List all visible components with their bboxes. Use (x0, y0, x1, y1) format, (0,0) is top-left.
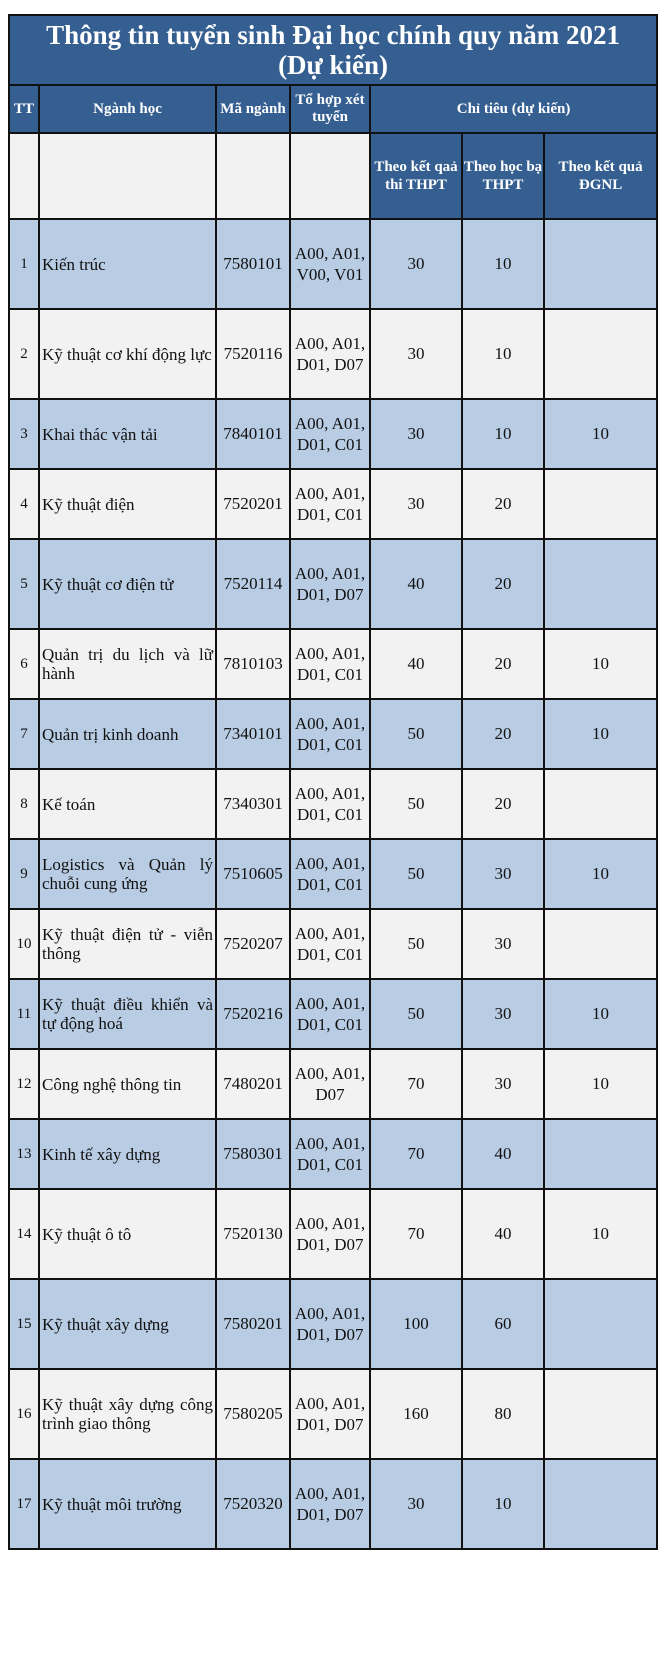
row-combo: A00, A01, D01, C01 (290, 629, 370, 699)
row-dgnl (544, 1459, 657, 1549)
table-row (9, 1049, 657, 1119)
row-dgnl (544, 1279, 657, 1369)
row-tt: 12 (9, 1049, 39, 1119)
row-name: Kỹ thuật điện tử - viễn thông (39, 909, 216, 979)
table-row (9, 979, 657, 1049)
table-row (9, 1279, 657, 1369)
row-tt: 11 (9, 979, 39, 1049)
table-row (9, 399, 657, 469)
row-code: 7520116 (216, 309, 290, 399)
subheader-thpt: Theo kết qaả thi THPT (370, 133, 462, 219)
row-thpt: 50 (370, 699, 462, 769)
row-dgnl: 10 (544, 1189, 657, 1279)
subheader-blank-tt (9, 133, 39, 219)
header-chi-tieu: Chỉ tiêu (dự kiến) (370, 85, 657, 133)
row-hoc-ba: 20 (462, 629, 544, 699)
row-thpt: 50 (370, 909, 462, 979)
row-name: Kỹ thuật cơ khí động lực (39, 309, 216, 399)
table-row (9, 219, 657, 309)
row-dgnl: 10 (544, 1049, 657, 1119)
row-hoc-ba: 30 (462, 979, 544, 1049)
row-name: Kỹ thuật môi trường (39, 1459, 216, 1549)
header-to-hop: Tổ hợp xét tuyển (290, 85, 370, 133)
row-hoc-ba: 40 (462, 1189, 544, 1279)
row-name: Kỹ thuật xây dựng (39, 1279, 216, 1369)
row-code: 7340101 (216, 699, 290, 769)
table-title-line2: (Dự kiến) (278, 50, 389, 80)
row-code: 7520207 (216, 909, 290, 979)
row-dgnl: 10 (544, 399, 657, 469)
row-dgnl (544, 1369, 657, 1459)
row-thpt: 70 (370, 1049, 462, 1119)
row-tt: 14 (9, 1189, 39, 1279)
table-row (9, 909, 657, 979)
table-row (9, 1189, 657, 1279)
row-hoc-ba: 20 (462, 469, 544, 539)
row-combo: A00, A01, D01, C01 (290, 839, 370, 909)
row-thpt: 30 (370, 399, 462, 469)
row-thpt: 40 (370, 629, 462, 699)
subheader-hoc-ba: Theo học bạ THPT (462, 133, 544, 219)
row-name: Kỹ thuật điều khiển và tự động hoá (39, 979, 216, 1049)
row-tt: 8 (9, 769, 39, 839)
row-combo: A00, A01, D01, D07 (290, 539, 370, 629)
row-tt: 5 (9, 539, 39, 629)
row-thpt: 50 (370, 839, 462, 909)
table-row (9, 469, 657, 539)
row-tt: 17 (9, 1459, 39, 1549)
row-combo: A00, A01, D01, D07 (290, 1369, 370, 1459)
row-tt: 10 (9, 909, 39, 979)
row-code: 7580201 (216, 1279, 290, 1369)
row-combo: A00, A01, D01, C01 (290, 769, 370, 839)
table-row (9, 309, 657, 399)
admissions-table (8, 14, 658, 1550)
row-dgnl (544, 469, 657, 539)
row-combo: A00, A01, D01, D07 (290, 1189, 370, 1279)
row-name: Quản trị kinh doanh (39, 699, 216, 769)
row-code: 7520320 (216, 1459, 290, 1549)
row-combo: A00, A01, D01, C01 (290, 399, 370, 469)
row-hoc-ba: 30 (462, 909, 544, 979)
row-code: 7580205 (216, 1369, 290, 1459)
row-dgnl (544, 309, 657, 399)
row-name: Công nghệ thông tin (39, 1049, 216, 1119)
table-title-line1: Thông tin tuyển sinh Đại học chính quy năm 2021 (46, 20, 620, 50)
table-row (9, 699, 657, 769)
row-thpt: 70 (370, 1119, 462, 1189)
row-dgnl (544, 219, 657, 309)
row-combo: A00, A01, D01, C01 (290, 1119, 370, 1189)
row-thpt: 50 (370, 979, 462, 1049)
row-thpt: 40 (370, 539, 462, 629)
row-name: Kỹ thuật cơ điện tử (39, 539, 216, 629)
row-combo: A00, A01, D01, C01 (290, 979, 370, 1049)
row-dgnl: 10 (544, 839, 657, 909)
row-code: 7580101 (216, 219, 290, 309)
row-hoc-ba: 30 (462, 1049, 544, 1119)
row-name: Kế toán (39, 769, 216, 839)
row-hoc-ba: 30 (462, 839, 544, 909)
row-code: 7520201 (216, 469, 290, 539)
table-row (9, 1459, 657, 1549)
row-thpt: 160 (370, 1369, 462, 1459)
row-dgnl (544, 539, 657, 629)
row-dgnl (544, 769, 657, 839)
row-combo: A00, A01, V00, V01 (290, 219, 370, 309)
header-tt: TT (9, 85, 39, 133)
row-name: Logistics và Quản lý chuỗi cung ứng (39, 839, 216, 909)
row-name: Quản trị du lịch và lữ hành (39, 629, 216, 699)
row-tt: 13 (9, 1119, 39, 1189)
row-thpt: 50 (370, 769, 462, 839)
row-thpt: 30 (370, 219, 462, 309)
table-body (9, 219, 657, 1549)
row-combo: A00, A01, D07 (290, 1049, 370, 1119)
row-dgnl (544, 1119, 657, 1189)
subheader-row (9, 133, 657, 219)
header-nganh-hoc: Ngành học (39, 85, 216, 133)
row-name: Kỹ thuật điện (39, 469, 216, 539)
row-code: 7840101 (216, 399, 290, 469)
row-code: 7810103 (216, 629, 290, 699)
row-combo: A00, A01, D01, D07 (290, 309, 370, 399)
row-thpt: 100 (370, 1279, 462, 1369)
row-tt: 1 (9, 219, 39, 309)
row-thpt: 30 (370, 1459, 462, 1549)
admissions-table-container (8, 14, 656, 1550)
row-dgnl: 10 (544, 629, 657, 699)
row-tt: 2 (9, 309, 39, 399)
row-code: 7340301 (216, 769, 290, 839)
row-code: 7580301 (216, 1119, 290, 1189)
row-tt: 6 (9, 629, 39, 699)
row-hoc-ba: 80 (462, 1369, 544, 1459)
row-dgnl: 10 (544, 699, 657, 769)
table-row (9, 539, 657, 629)
row-thpt: 30 (370, 309, 462, 399)
table-row (9, 629, 657, 699)
table-row (9, 839, 657, 909)
row-dgnl (544, 909, 657, 979)
row-code: 7520114 (216, 539, 290, 629)
row-code: 7520216 (216, 979, 290, 1049)
row-thpt: 70 (370, 1189, 462, 1279)
row-hoc-ba: 20 (462, 699, 544, 769)
row-hoc-ba: 10 (462, 309, 544, 399)
row-tt: 7 (9, 699, 39, 769)
row-combo: A00, A01, D01, C01 (290, 909, 370, 979)
header-ma-nganh: Mã ngành (216, 85, 290, 133)
row-name: Kỹ thuật ô tô (39, 1189, 216, 1279)
subheader-blank-combo (290, 133, 370, 219)
row-code: 7510605 (216, 839, 290, 909)
row-name: Kiến trúc (39, 219, 216, 309)
title-row (9, 15, 657, 85)
subheader-blank-name (39, 133, 216, 219)
row-combo: A00, A01, D01, C01 (290, 699, 370, 769)
header-row (9, 85, 657, 133)
row-name: Khai thác vận tải (39, 399, 216, 469)
row-combo: A00, A01, D01, C01 (290, 469, 370, 539)
row-thpt: 30 (370, 469, 462, 539)
row-tt: 3 (9, 399, 39, 469)
subheader-dgnl: Theo kết quả ĐGNL (544, 133, 657, 219)
row-combo: A00, A01, D01, D07 (290, 1459, 370, 1549)
row-tt: 4 (9, 469, 39, 539)
row-tt: 15 (9, 1279, 39, 1369)
table-row (9, 1119, 657, 1189)
row-hoc-ba: 10 (462, 399, 544, 469)
subheader-blank-code (216, 133, 290, 219)
row-dgnl: 10 (544, 979, 657, 1049)
row-combo: A00, A01, D01, D07 (290, 1279, 370, 1369)
table-row (9, 1369, 657, 1459)
row-hoc-ba: 10 (462, 219, 544, 309)
table-row (9, 769, 657, 839)
row-tt: 16 (9, 1369, 39, 1459)
row-hoc-ba: 10 (462, 1459, 544, 1549)
row-code: 7520130 (216, 1189, 290, 1279)
row-hoc-ba: 60 (462, 1279, 544, 1369)
row-hoc-ba: 40 (462, 1119, 544, 1189)
row-code: 7480201 (216, 1049, 290, 1119)
row-hoc-ba: 20 (462, 769, 544, 839)
row-tt: 9 (9, 839, 39, 909)
row-name: Kỹ thuật xây dựng công trình giao thông (39, 1369, 216, 1459)
row-name: Kinh tế xây dựng (39, 1119, 216, 1189)
row-hoc-ba: 20 (462, 539, 544, 629)
table-title (9, 15, 657, 85)
